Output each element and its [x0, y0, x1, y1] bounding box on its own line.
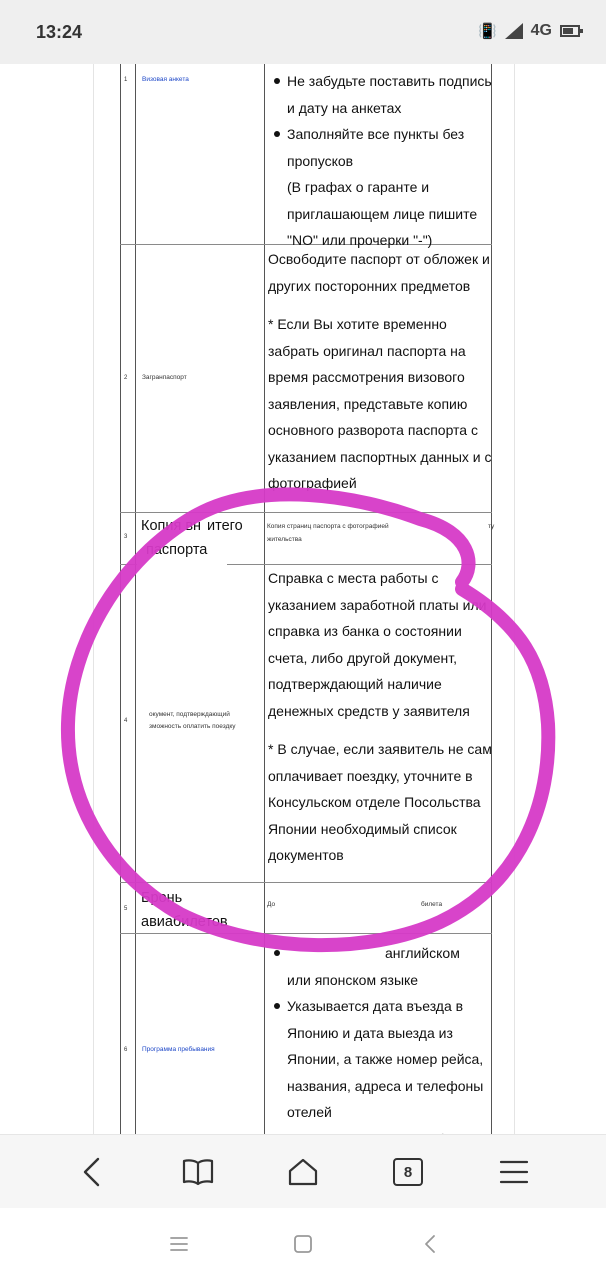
paragraph: * Если Вы хотите временно забрать оригинал паспорта на время рассмотрения визового заявления, представьте копию основного разворота паспорта с указанием паспортных данных и с фотографией — [268, 316, 492, 491]
square-home-icon — [293, 1234, 313, 1254]
tabs-count: 8 — [393, 1158, 423, 1186]
status-time: 13:24 — [36, 22, 83, 42]
book-icon — [182, 1158, 214, 1186]
row-number: 2 — [124, 375, 128, 381]
list-item-fragment-text: английском — [385, 945, 460, 961]
row-name-link[interactable]: Визовая анкета — [142, 76, 189, 83]
row-note: (В графах о гаранте и приглашающем лице пишите "NO" или прочерки "-") — [287, 179, 478, 248]
row-name-link[interactable]: Программа пребывания — [142, 1046, 215, 1053]
highlight-circle-annotation — [0, 64, 606, 1134]
row-requirement-fragment: Копия страниц паспорта с фотографией — [267, 523, 389, 530]
chevron-left-icon — [80, 1156, 104, 1188]
row-name-fragment: окумент, подтверждающий — [149, 711, 230, 718]
row-requirement-fragment: билета — [421, 901, 443, 908]
list-item: Заполняйте все пункты без пропусков — [268, 121, 492, 174]
list-item: Указывается дата въезда в Японию и дата выезда из Японии, а также номер рейса, названия, адреса и телефоны отелей — [268, 993, 492, 1126]
row-name-fragment: зможность оплатить поездку — [149, 723, 236, 730]
row-name-fragment: паспорта — [146, 542, 208, 558]
recent-apps-button[interactable] — [149, 1208, 209, 1280]
list-item: Не забудьте поставить подпись и дату на анкетах — [268, 68, 492, 121]
signal-icon — [505, 23, 523, 39]
row-requirement-fragment: жительства — [267, 536, 302, 543]
row-number: 1 — [124, 77, 128, 83]
paragraph: Справка с места работы с указанием заработной платы или справка из банка о состоянии счета, либо другой документ, подтверждающий наличие денежных средств у заявителя — [268, 570, 487, 719]
paragraph: * В случае, если заявитель не сам оплачивает поездку, уточните в Консульском отделе Посольства Японии необходимый список документов — [268, 741, 492, 863]
row-name-fragment: Бронь — [141, 890, 183, 906]
system-back-button[interactable] — [400, 1208, 460, 1280]
vibrate-icon: 📳 — [477, 23, 497, 40]
row-requirement-fragment: ту — [488, 523, 495, 530]
recents-icon — [169, 1235, 189, 1253]
battery-icon — [560, 25, 580, 37]
document-page[interactable] — [0, 64, 606, 1134]
row-requirement-fragment: До — [267, 901, 276, 908]
network-type: 4G — [530, 22, 552, 39]
back-triangle-icon — [423, 1234, 437, 1254]
home-system-button[interactable] — [273, 1208, 333, 1280]
row-number: 3 — [124, 534, 128, 540]
status-icons — [478, 22, 580, 40]
bookmarks-button[interactable] — [163, 1135, 233, 1209]
row-name-fragment: итего — [207, 518, 243, 534]
system-navigation-bar — [0, 1208, 606, 1280]
row-number: 4 — [124, 718, 128, 724]
status-bar — [0, 0, 606, 64]
back-button[interactable] — [57, 1135, 127, 1209]
row-number: 5 — [124, 906, 128, 912]
paragraph: Освободите паспорт от обложек и других посторонних предметов — [268, 251, 490, 294]
menu-button[interactable] — [479, 1135, 549, 1209]
row-name-fragment: Копия вн — [141, 518, 202, 534]
browser-toolbar — [0, 1134, 606, 1208]
hamburger-menu-icon — [498, 1158, 530, 1186]
row-number: 6 — [124, 1047, 128, 1053]
home-icon — [287, 1157, 319, 1187]
row-name-fragment: авиабилетов — [141, 914, 228, 930]
list-item-fragment: или японском языке — [287, 971, 419, 988]
home-button[interactable] — [268, 1135, 338, 1209]
tabs-button[interactable] — [373, 1135, 443, 1209]
row-name: Загранпаспорт — [142, 374, 187, 381]
